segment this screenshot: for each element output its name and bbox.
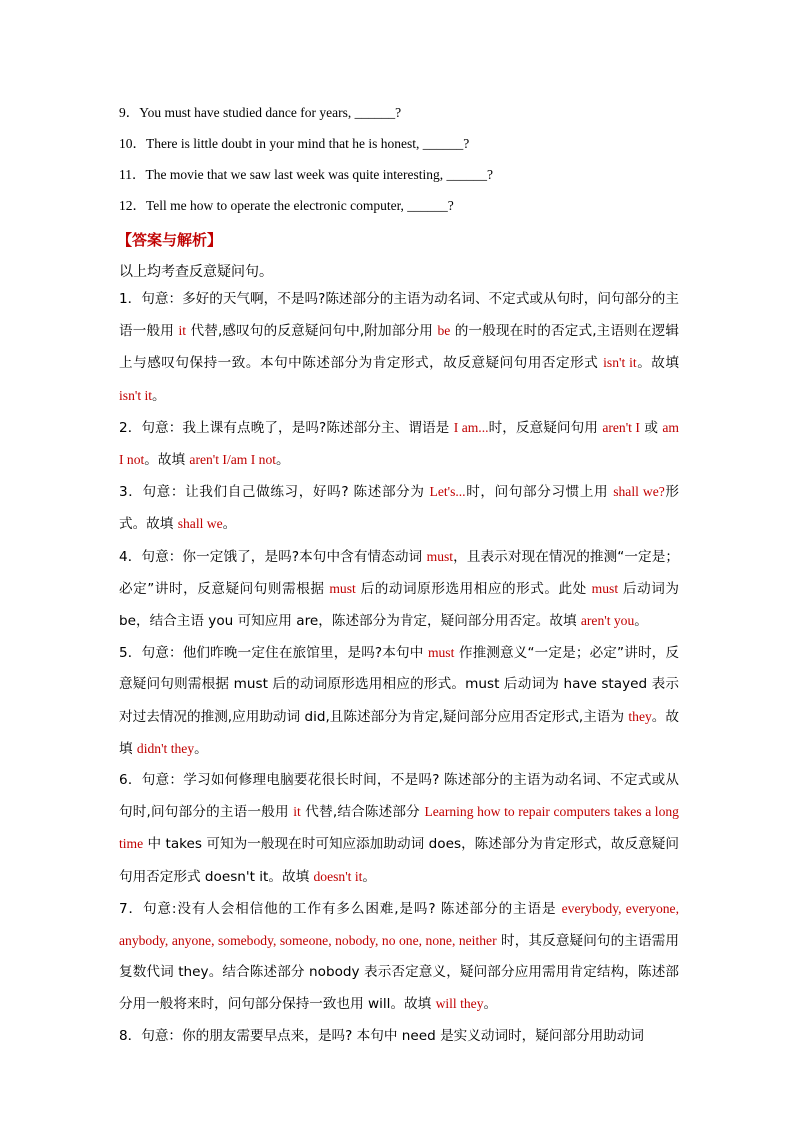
answer-6: 6．句意：学习如何修理电脑要花很长时间，不是吗? 陈述部分的主语为动名词、不定式或从句时,问句部分的主语一般用 it 代替,结合陈述部分 Learning how to repair computers takes a long time 中 takes 可知为一般现在时可知应添加助动词 does，陈述部分为肯定形式，故反意疑问句用否定形式 doesn't it。故填 doesn't it。 [119,772,679,885]
answer-1: 1．句意：多好的天气啊，不是吗?陈述部分的主语为动名词、不定式或从句时，问句部分的主语一般用 it 代替,感叹句的反意疑问句中,附加部分用 be 的一般现在时的否定式,主语则在逻辑上与感叹句保持一致。本句中陈述部分为肯定形式，故反意疑问句用否定形式 isn't it。故填 isn't it。 [119,291,679,404]
answer-list [119,284,679,1052]
answer-2: 2．句意：我上课有点晚了，是吗?陈述部分主、谓语是 I am...时，反意疑问句用 aren't I 或 am I not。故填 aren't I/am I not。 [119,419,679,469]
question-10: 10．There is little doubt in your mind that he is honest, ______? [119,136,470,151]
question-11: 11．The movie that we saw last week was quite interesting, ______? [119,167,494,182]
answer-intro: 以上均考查反意疑问句。 [119,264,273,280]
answer-4: 4．句意：你一定饿了，是吗?本句中含有情态动词 must，且表示对现在情况的推测“一定是；必定”讲时，反意疑问句则需根据 must 后的动词原形选用相应的形式。此处 must 后动词为 be，结合主语 you 可知应用 are，陈述部分为肯定，疑问部分用否定。故填 aren't you。 [119,548,679,630]
answer-heading: 【答案与解析】 [117,231,223,249]
answer-5: 5．句意：他们昨晚一定住在旅馆里，是吗?本句中 must 作推测意义“一定是；必定”讲时，反意疑问句则需根据 must 后的动词原形选用相应的形式。must 后动词为 have stayed 表示对过去情况的推测,应用助动词 did,且陈述部分为肯定,疑问部分应用否定形式,主语为 they。故填 didn't they。 [119,645,680,757]
question-9: 9．You must have studied dance for years, ______? [119,105,402,120]
answer-8: 8．句意：你的朋友需要早点来，是吗? 本句中 need 是实义动词时，疑问部分用助动词 [119,1027,644,1044]
answer-3: 3．句意：让我们自己做练习，好吗? 陈述部分为 Let's...时，问句部分习惯上用 shall we?形式。故填 shall we。 [119,484,680,533]
question-12: 12．Tell me how to operate the electronic computer, ______? [119,198,454,213]
answer-7: 7．句意:没有人会相信他的工作有多么困难,是吗? 陈述部分的主语是 everybody, everyone, anybody, anyone, somebody, someone, nobody, no one, none, neither 时，其反意疑问句的主语需用复数代词 they。结合陈述部分 nobody 表示否定意义，疑问部分应用需用肯定结构，陈述部分用一般将来时，问句部分保持一致也用 will。故填 will they。 [119,900,679,1013]
